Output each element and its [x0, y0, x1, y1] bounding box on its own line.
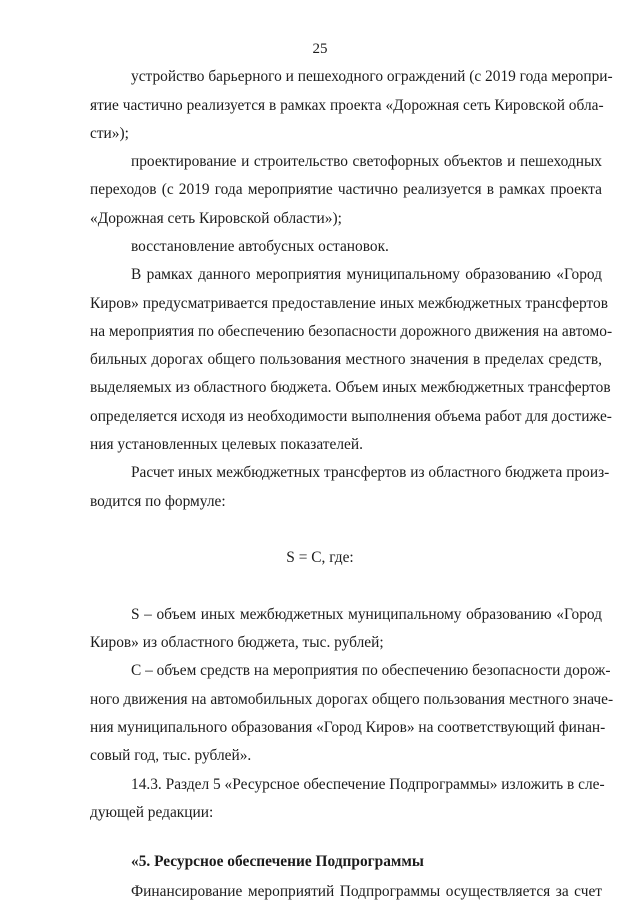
text-line: на мероприятия по обеспечению безопасности дорожного движения на автомо- [90, 323, 613, 340]
text-line: «Дорожная сеть Кировской области»); [90, 210, 342, 227]
text-line: S – объем иных межбюджетных муниципальному образованию «Город [131, 606, 602, 623]
text-line: ного движения на автомобильных дорогах общего пользования местного значе- [90, 691, 614, 708]
text-line: бильных дорогах общего пользования местного значения в пределах средств, [90, 351, 602, 368]
text-line: проектирование и строительство светофорных объектов и пешеходных [131, 153, 602, 170]
text-line: восстановление автобусных остановок. [131, 238, 389, 255]
text-line: переходов (с 2019 года мероприятие частично реализуется в рамках проекта [90, 181, 602, 198]
text-line: выделяемых из областного бюджета. Объем иных межбюджетных трансфертов [90, 379, 611, 396]
text-line: C – объем средств на мероприятия по обеспечению безопасности дорож- [131, 662, 611, 679]
text-line: водится по формуле: [90, 493, 226, 510]
text-line: Киров» предусматривается предоставление иных межбюджетных трансфертов [90, 295, 609, 312]
text-line: определяется исходя из необходимости выполнения объема работ для достиже- [90, 408, 612, 425]
section-heading: «5. Ресурсное обеспечение Подпрограммы [131, 853, 424, 870]
text-line: Киров» из областного бюджета, тыс. рублей; [90, 634, 384, 651]
text-line: дующей редакции: [90, 804, 214, 821]
text-line: ния муниципального образования «Город Киров» на соответствующий финан- [90, 719, 606, 736]
text-line: сти»); [90, 125, 129, 142]
text-line: совый год, тыс. рублей». [90, 747, 252, 764]
text-line: устройство барьерного и пешеходного ограждений (с 2019 года меропри- [131, 68, 613, 85]
text-line: ния установленных целевых показателей. [90, 436, 363, 453]
text-line: В рамках данного мероприятия муниципальному образованию «Город [131, 266, 602, 283]
text-line: ятие частично реализуется в рамках проекта «Дорожная сеть Кировской обла- [90, 97, 604, 114]
text-line: Финансирование мероприятий Подпрограммы осуществляется за счет [131, 883, 602, 900]
text-line: Расчет иных межбюджетных трансфертов из областного бюджета произ- [131, 464, 610, 481]
text-line: 14.3. Раздел 5 «Ресурсное обеспечение Подпрограммы» изложить в сле- [131, 776, 605, 793]
formula: S = C, где: [286, 549, 354, 566]
page-number: 25 [312, 41, 328, 57]
